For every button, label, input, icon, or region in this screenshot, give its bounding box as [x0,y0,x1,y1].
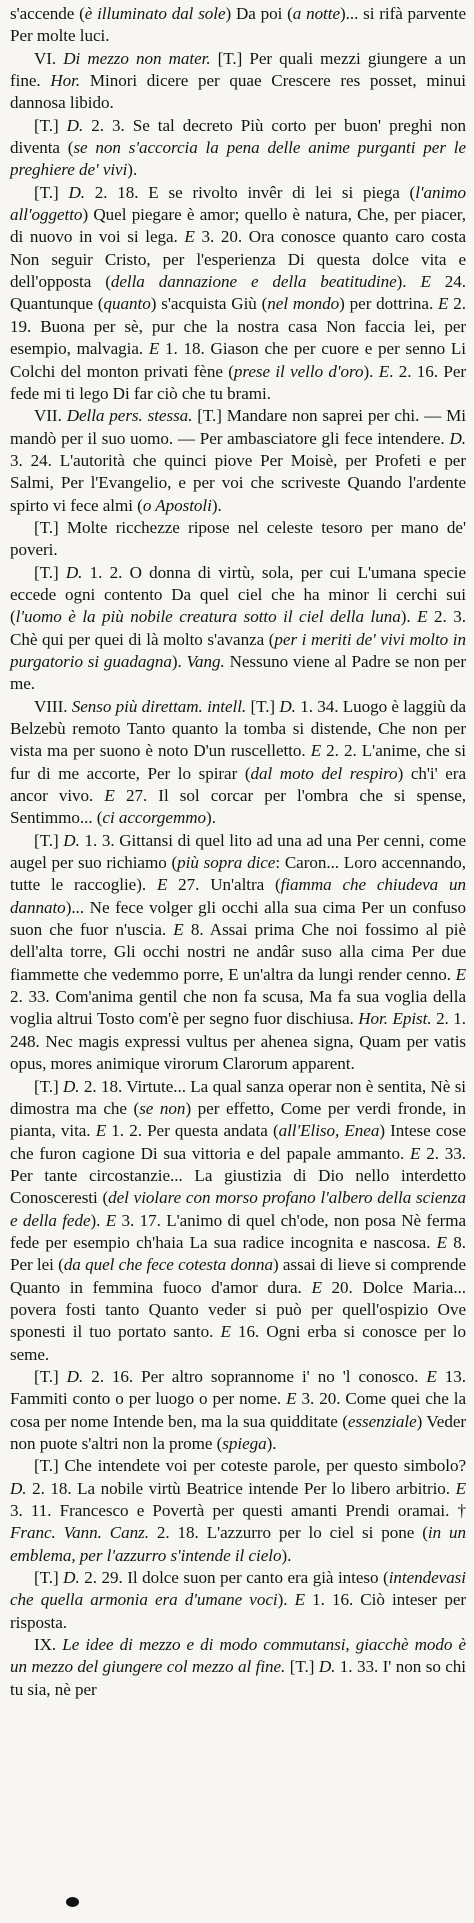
text-segment: 2. 16. Per altro soprannome i' no 'l conosco. [83,1366,427,1386]
italic-text-segment: E [420,272,431,292]
italic-text-segment: Franc. Vann. Canz. [10,1523,149,1543]
italic-text-segment: più sopra dice [177,853,276,873]
section-heading-paragraph [10,696,466,830]
text-segment: Minori dicere per quae Crescere res posset, minui dannosa libido. [10,71,466,113]
italic-text-segment: della dannazione e della beatitudine [110,272,397,292]
text-segment: )... si rifà parvente Per molte luci. [10,4,466,46]
italic-text-segment: E [286,1389,297,1409]
text-segment: . 2. 16. Per fede mi ti lego Di far ciò che tu brami. [10,361,467,403]
text-segment: 1. 33. I' non so chi tu sia, nè per [10,1657,467,1699]
text-segment: 3. 20. Come quei che la cosa per nome Intende ben, ma la sua quidditate ( [10,1389,466,1431]
text-segment: 24. Quantunque ( [10,272,466,314]
text-segment: [T.] [34,1568,64,1588]
text-segment: 2. 18. La nobile virtù Beatrice intende Per lo libero arbitrio. [26,1478,456,1498]
text-segment: [T.] Mandare non saprei per chi. — Mi mandò per il suo uomo. — Per ambasciatore gli fece intendere. [10,406,466,448]
text-segment: IX. [34,1635,63,1655]
italic-text-segment: D. [63,1568,80,1588]
italic-text-segment: E [378,361,390,381]
italic-text-segment: Hor. [50,71,81,91]
section-heading-paragraph [10,48,466,115]
text-segment: ) ch'i' era ancor vivo. [10,763,466,806]
italic-text-segment: D. [65,562,83,582]
text-segment: 3. 20. Ora conosce quanto caro costa Non seguir Cristo, per l'esperienza Di questa dolce vita e dell'opposta ( [10,227,466,292]
entry-paragraph [10,1076,466,1366]
text-segment: ) assai di lieve si comprende Quanto in femmina fuoco d'amor dura. [10,1255,466,1297]
italic-text-segment: D. [66,115,84,135]
italic-text-segment: D. [63,830,80,850]
italic-text-segment: nel mondo [267,294,340,314]
text-segment: 2. 1. 248. Nec magis expressi vultus per ahenea signa, Quam per vatis opus, mores animique virorum Clarorum apparent. [10,1009,467,1074]
entry-paragraph [10,830,466,1076]
italic-text-segment: da quel che fece cotesta donna [63,1255,273,1275]
page-text-column [10,3,466,1701]
text-segment: ). [266,1434,277,1453]
italic-text-segment: l'uomo è la più nobile creatura sotto il ciel della luna [15,607,401,627]
text-segment: [T.] Per quali mezzi giungere a un fine. [10,48,466,91]
text-segment: ). [211,495,222,515]
section-heading-paragraph [10,405,466,517]
text-segment: [T.] [34,1076,63,1096]
italic-text-segment: dal moto del respiro [250,763,398,783]
text-segment: : Caron... Loro accennando, tutte le raccoglie). [10,853,466,895]
italic-text-segment: D. [68,182,85,202]
entry-paragraph [10,182,466,405]
text-segment: 1. 3. Gittansi di quel lito ad una ad una Per cenni, come augel per suo richiamo ( [10,830,466,873]
italic-text-segment: o Apostoli [142,495,212,515]
italic-text-segment: D. [449,428,466,448]
text-segment: 1. 16. Ciò inteser per risposta. [10,1590,466,1632]
italic-text-segment: l'animo all'oggetto [10,182,466,225]
italic-text-segment: E [417,607,428,627]
italic-text-segment: E [220,1322,231,1342]
text-segment: ) Quel piegare è amor; quello è natura, Che, per piacer, di nuovo in voi si lega. [10,205,466,247]
ink-blot [66,1897,79,1907]
italic-text-segment: E [104,786,115,806]
text-segment: [T.] [34,182,69,202]
text-segment: 13. Fammiti conto o per luogo o per nome. [10,1366,466,1409]
text-segment: VIII. [34,696,72,716]
text-segment: [T.] [34,1366,67,1386]
entry-paragraph [10,1567,466,1634]
italic-text-segment: E [455,1478,466,1498]
italic-text-segment: E [173,920,184,940]
entry-paragraph [10,562,466,696]
text-segment: 1. 34. Luogo è laggiù da Belzebù remoto Tanto quanto la tomba si distende, Che non per vista ma per suono è noto D'un ruscelletto. [10,696,467,761]
text-segment: ). [127,160,138,180]
text-segment: ). [396,272,421,292]
italic-text-segment: E [294,1590,305,1610]
italic-text-segment: fiamma che chiudeva un dannato [10,875,467,917]
entry-paragraph [10,1366,466,1455]
text-segment: 1. 2. Per questa andata ( [106,1121,279,1141]
text-segment: 3. 17. L'animo di quel ch'ode, non posa Nè ferma fede per esempio ch'haia La sua radice incognita e nascosa. [10,1210,467,1252]
text-segment: 2. 3. Se tal decreto Più corto per buon' preghi non diventa ( [10,115,466,158]
text-segment: 3. 11. Francesco e Povertà per questi amanti Prendi oramai. † [10,1501,466,1521]
text-segment: ). [206,808,216,828]
section-heading-paragraph [10,1634,466,1701]
italic-text-segment: ci accorgemmo [102,808,207,828]
italic-text-segment: in un emblema, per l'azzurro s'intende il cielo [10,1523,467,1565]
text-segment: 3. 24. L'autorità che quinci piove Per Moisè, per Profeti e per Salmi, Per l'Evangelio, e per voi che scriveste Quando l'ardente spirto vi fece almi ( [10,450,466,515]
italic-text-segment: D. [318,1657,336,1677]
text-segment: ) Veder non puote s'altri non la prome ( [10,1411,466,1453]
italic-text-segment: E [156,875,168,895]
italic-text-segment: E [311,1277,322,1297]
text-segment: [T.] Che intendete voi per coteste parole, per questo simbolo? [34,1456,466,1476]
text-segment: ). [400,607,418,627]
italic-text-segment: quanto [103,294,151,314]
text-segment: [T.] [285,1657,319,1677]
text-segment: )... Ne fece volger gli occhi alla sua cima Per un confuso suon che fuor n'uscia. [10,897,466,940]
italic-text-segment: essenziale [347,1411,417,1431]
italic-text-segment: E [95,1121,107,1141]
text-segment: 8. Assai prima Che noi fossimo al piè dell'alta torre, Gli occhi nostri ne andâr suso alla cima Per due fiammette che vedemmo porre, E un'altra da lungi render cenno. [10,920,466,984]
text-segment: VII. [34,406,67,426]
text-segment: ). [90,1210,106,1230]
text-segment: 8. Per lei ( [10,1232,466,1275]
text-segment: [T.] [34,830,64,850]
italic-text-segment: D. [10,1478,27,1498]
text-segment: ) Intese cose che furon cagione Di sua vittoria e del papale ammanto. [10,1121,467,1163]
text-segment: 2. 29. Il dolce suon per canto era già inteso ( [79,1568,389,1588]
text-segment: 27. Il sol corcar per l'ombra che si spense, Sentimmo... ( [10,786,466,828]
text-segment: 2. 3. Chè qui per quei di là molto s'avanza ( [10,607,467,649]
text-segment: 2. 18. L'azzurro per lo ciel si pone ( [148,1523,428,1543]
italic-text-segment: se non [139,1098,186,1118]
italic-text-segment: del violare con morso profano l'albero della scienza e della fede [10,1188,466,1230]
italic-text-segment: D. [279,696,296,716]
italic-text-segment: per i meriti de' vivi molto in purgatorio si guadagna [10,629,466,671]
text-segment: ). [277,1590,295,1610]
text-segment: 20. Dolce Maria... povera fosti tanto Quanto veder si può per quell'ospizio Ove sponesti il tuo portato santo. [10,1277,467,1342]
text-segment: ). [363,361,379,381]
italic-text-segment: se non s'accorcia la pena delle anime purganti per le preghiere de' vivi [10,138,466,180]
text-segment: 27. Un'altra ( [167,875,281,895]
entry-paragraph [10,517,466,562]
continued-paragraph [10,3,466,48]
italic-text-segment: spiega [222,1434,267,1453]
text-segment: ). [171,651,187,671]
italic-text-segment: Di mezzo non mater. [63,48,211,68]
text-segment: Nessuno viene al Padre se non per me. [10,651,466,694]
text-segment: [T.] Molte ricchezze ripose nel celeste tesoro per mano de' poveri. [10,517,466,560]
text-segment: ). [281,1545,292,1565]
text-segment: 1. 18. Giason che per cuore e per senno Li Colchi del monton privati fène ( [10,339,466,381]
italic-text-segment: E [410,1143,421,1163]
italic-text-segment: è illuminato dal sole [84,4,226,23]
text-segment: [T.] [34,562,66,582]
italic-text-segment: prese il vello d'oro [233,361,364,381]
text-segment: [T.] [246,696,280,716]
italic-text-segment: E [148,339,160,359]
italic-text-segment: Le idee di mezzo e di modo commutansi, giacchè modo è un mezzo del giungere col mezzo al fine. [10,1635,466,1677]
italic-text-segment: D. [66,1366,84,1386]
italic-text-segment: D. [63,1076,80,1096]
text-segment: 2. 2. L'anime, che si fur di me accorte, Per lo spirar ( [10,741,466,783]
italic-text-segment: intendevasi che quella armonia era d'umane voci [10,1568,466,1610]
text-segment: 2. 33. Per tante circostanzie... La giustizia di Dio nello interdetto Conosceresti ( [10,1143,466,1208]
italic-text-segment: Vang. [186,651,225,671]
italic-text-segment: Della pers. stessa. [66,406,193,426]
text-segment: 16. Ogni erba si conosce per lo seme. [10,1322,466,1364]
italic-text-segment: E [438,294,449,314]
italic-text-segment: all'Eliso, Enea [278,1121,380,1141]
entry-paragraph [10,115,466,182]
text-segment: 2. 18. Virtute... La qual sanza operar non è sentita, Nè si dimostra ma che ( [10,1076,467,1118]
italic-text-segment: E [184,227,195,247]
entry-paragraph [10,1455,466,1567]
text-segment: 2. 19. Buona per sè, pur che la nostra casa Non faccia lei, per esempio, malvagia. [10,294,467,359]
text-segment: VI. [34,48,64,68]
italic-text-segment: a notte [292,4,340,23]
italic-text-segment: E [436,1232,448,1252]
italic-text-segment: E [310,741,322,761]
italic-text-segment: E [426,1366,437,1386]
italic-text-segment: E [105,1210,117,1230]
text-segment: 2. 18. E se rivolto invêr di lei si piega ( [84,182,416,202]
text-segment: [T.] [34,115,67,135]
text-segment: ) per effetto, Come per verdi fronde, in pianta, vita. [10,1098,466,1141]
italic-text-segment: Hor. Epist. [358,1009,432,1029]
text-segment: s'accende ( [10,4,85,23]
text-segment: 1. 2. O donna di virtù, sola, per cui L'umana specie eccede ogni contento Da quel ciel che ha minor li cerchi sui ( [10,562,466,627]
text-segment: 2. 33. Com'anima gentil che non fa scusa, Ma fa sua voglia della voglia altrui Tosto com'è per segno fuor dischiusa. [10,987,466,1029]
text-segment: ) per dottrina. [339,294,439,314]
text-segment: ) Da poi ( [225,4,293,23]
text-segment: ) s'acquista Giù ( [150,294,268,314]
italic-text-segment: E [455,964,466,984]
italic-text-segment: Senso più direttam. intell. [71,696,247,716]
